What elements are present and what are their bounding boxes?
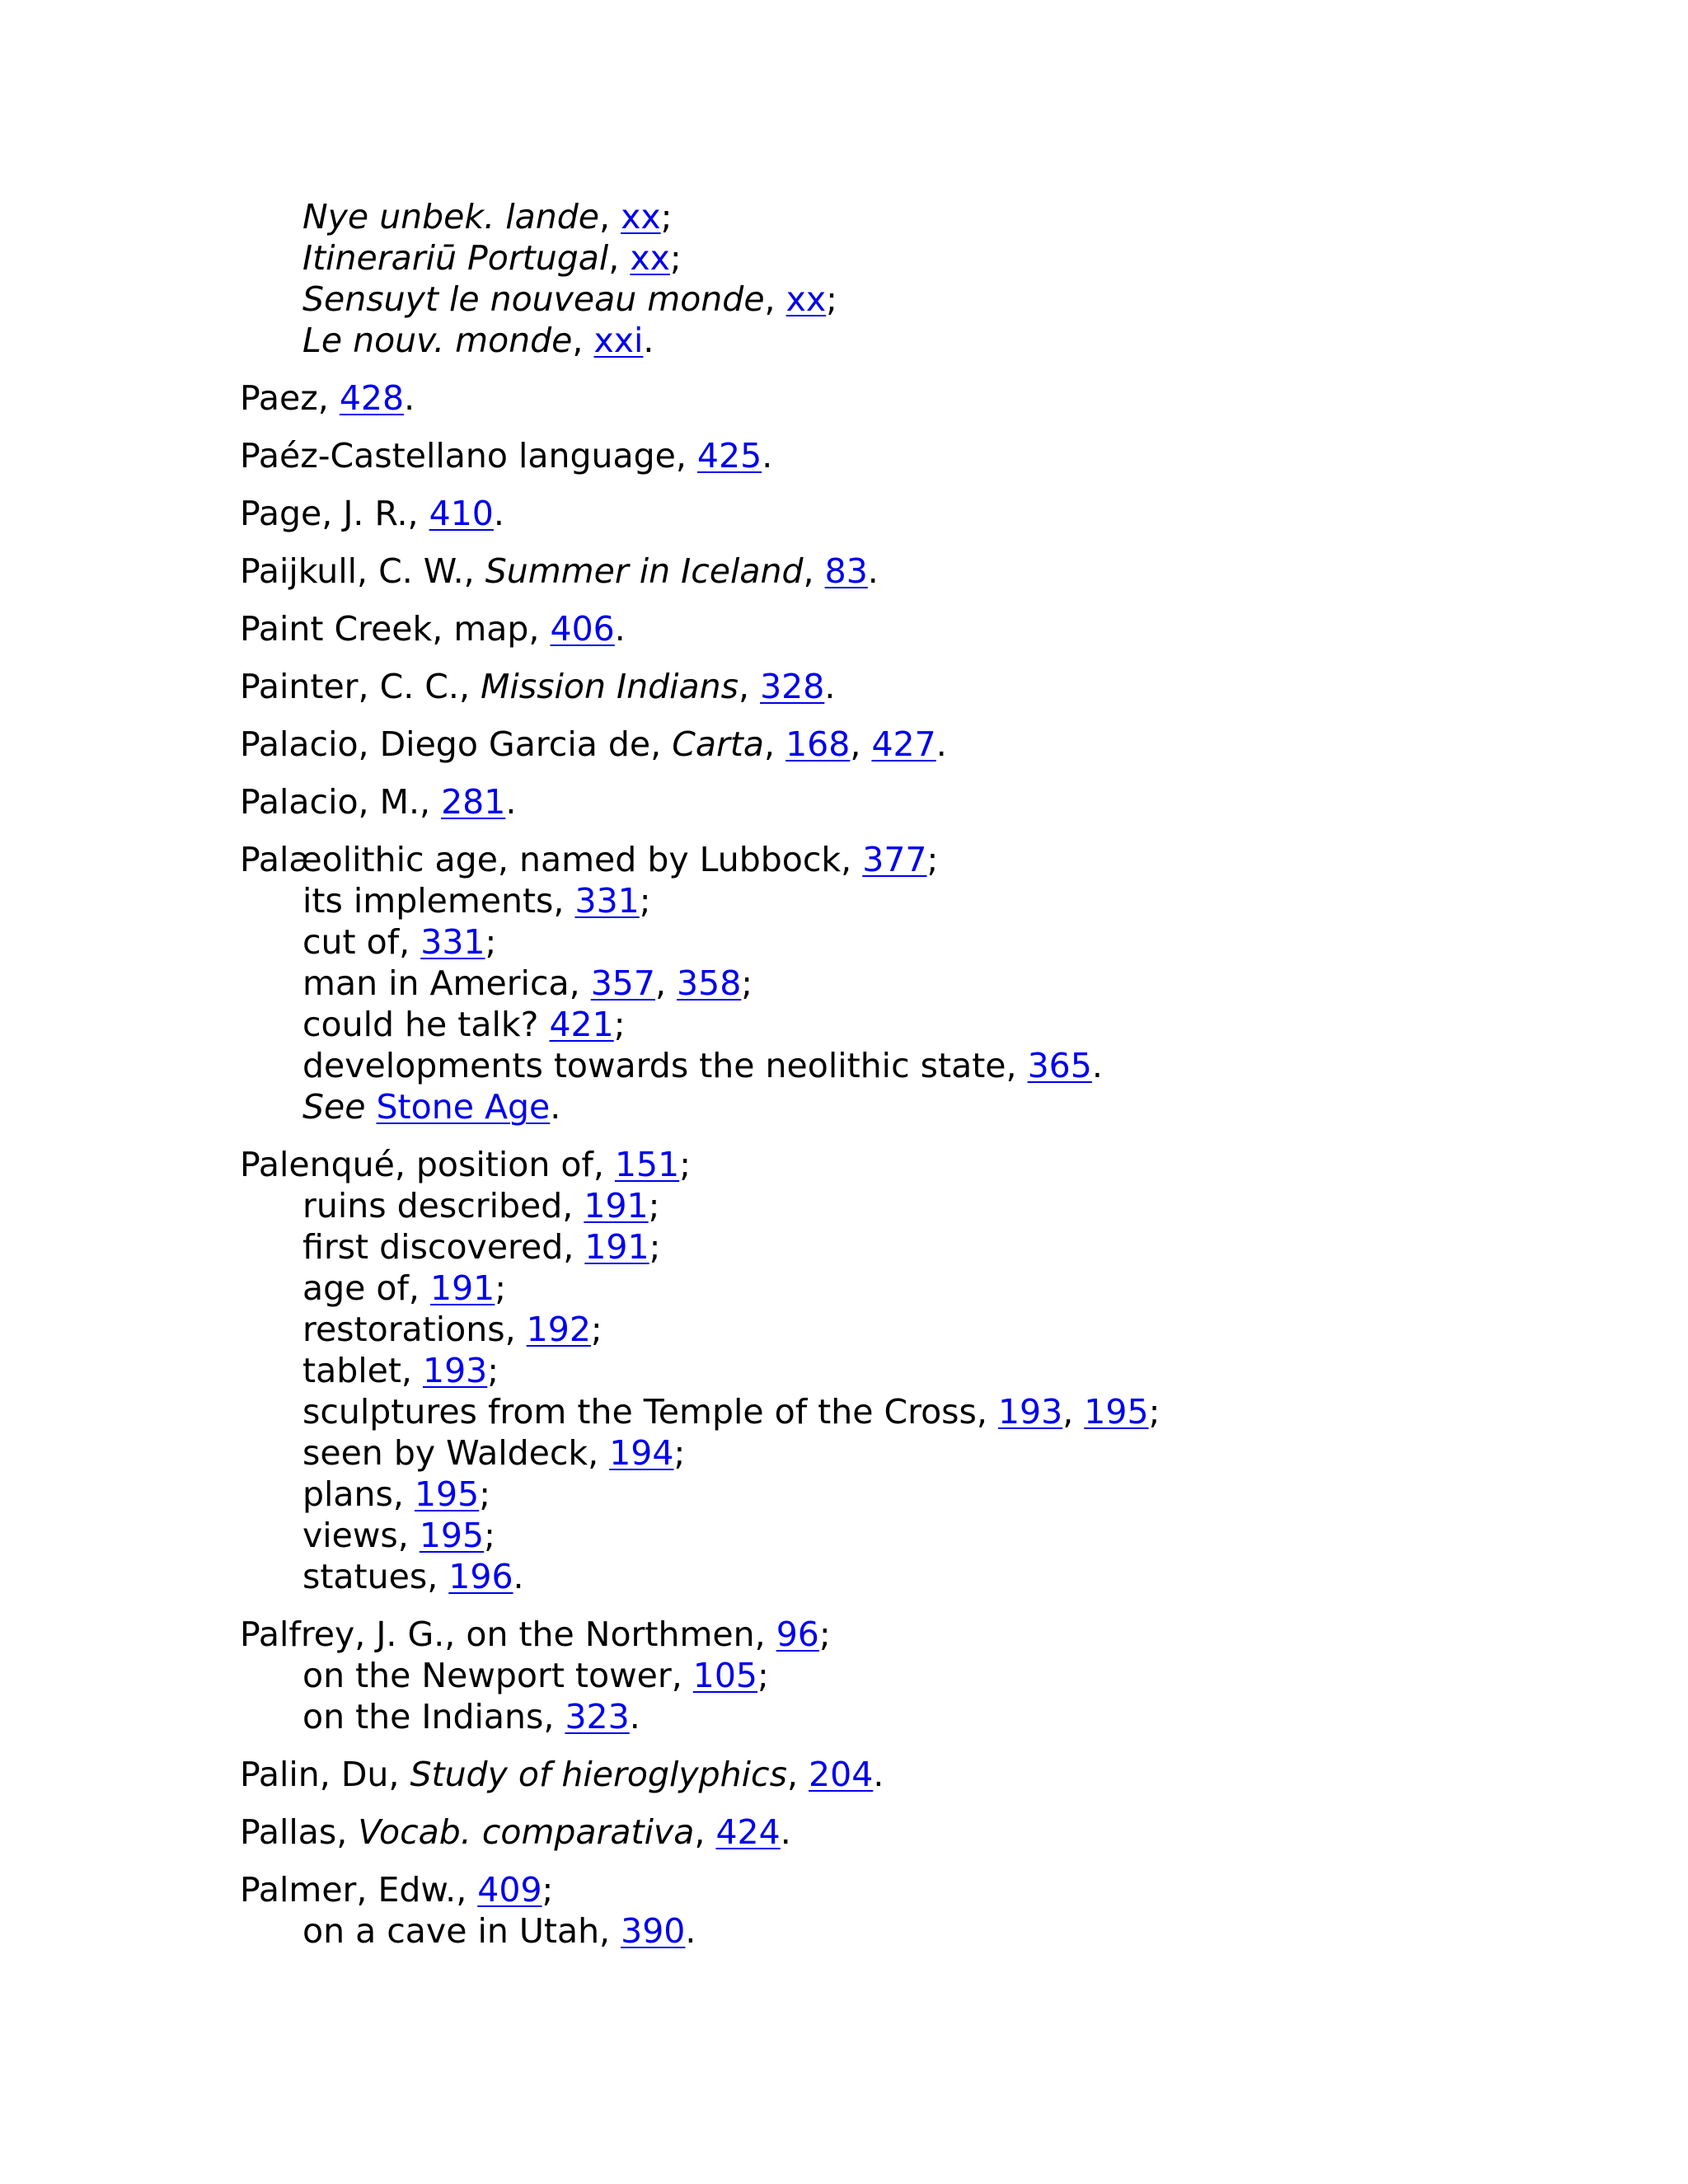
index-text: Palfrey, J. G., on the Northmen, [240,1615,776,1654]
index-entry [240,435,1641,476]
index-text: on the Indians, [302,1697,565,1736]
italic-title-text: Sensuyt le nouveau monde [302,279,765,319]
index-text: , [803,551,825,591]
page-reference-link[interactable]: 357 [590,963,655,1003]
page-reference-link[interactable]: 105 [692,1656,758,1695]
page-reference-link[interactable]: 358 [677,963,742,1003]
index-entry [240,1811,1641,1853]
index-text: Paijkull, C. W., [240,551,485,591]
index-entry [240,1144,1641,1597]
index-text: cut of, [302,922,421,962]
page-reference-link[interactable]: 328 [760,667,825,706]
page-reference-link[interactable]: 406 [550,609,615,649]
page-reference-link[interactable]: 151 [614,1145,680,1184]
page-reference-link[interactable]: 331 [574,881,640,921]
index-text: ; [826,279,837,319]
index-text: ; [639,881,651,921]
index-text: , [764,279,786,319]
page-reference-link[interactable]: 410 [429,494,494,533]
index-subentry-line [240,880,1641,921]
index-text: . [493,494,504,533]
index-text: , [786,1755,809,1794]
index-text: ; [818,1615,831,1654]
index-text: man in America, [302,963,591,1003]
index-text: , [850,724,872,764]
index-entry [240,551,1641,592]
page-reference-link[interactable]: 193 [997,1392,1063,1432]
index-subentry-line [240,1309,1641,1350]
index-text: Palenqué, position of, [240,1145,615,1184]
page-reference-link[interactable]: 204 [809,1755,874,1794]
index-text: . [780,1812,791,1852]
index-text: ; [613,1005,626,1044]
index-text: ; [679,1145,692,1184]
index-subentry-line [240,1045,1641,1086]
index-subentry-line [240,1226,1641,1268]
page-reference-link[interactable]: 390 [621,1911,686,1951]
page-reference-link[interactable]: 409 [477,1870,542,1910]
page-reference-link[interactable]: xx [630,238,670,278]
page-reference-link[interactable]: 191 [584,1186,649,1226]
index-text: Palmer, Edw., [240,1870,478,1910]
index-text: . [873,1755,884,1794]
index-entry [240,377,1641,419]
index-subentry-line [240,1910,1641,1952]
index-text: ; [479,1474,491,1514]
index-entry [240,196,1641,361]
index-entry [240,666,1641,707]
index-subentry-line [240,1696,1641,1737]
index-entry [240,1614,1641,1737]
page-reference-link[interactable]: 191 [430,1268,495,1308]
page-reference-link[interactable]: 195 [419,1516,485,1555]
index-entry [240,608,1641,649]
index-text: ; [485,922,497,962]
index-subentry-line [240,1350,1641,1391]
index-text: . [824,667,836,706]
italic-title-text: Summer in Iceland [485,551,804,591]
index-entry [240,781,1641,823]
index-entry [240,724,1641,765]
page-reference-link[interactable]: 96 [776,1615,819,1654]
index-heading-line [240,839,1641,880]
index-text: . [685,1911,696,1951]
index-subentry-line [240,1086,1641,1127]
index-text: tablet, [302,1351,423,1390]
index-text: . [1091,1046,1103,1085]
index-heading-line [240,1144,1641,1185]
italic-title-text: See [302,1087,366,1127]
page-reference-link[interactable]: 425 [696,436,762,476]
index-text: . [513,1557,524,1596]
index-text: age of, [302,1268,430,1308]
index-text: on the Newport tower, [302,1656,693,1695]
index-text: , [1062,1392,1085,1432]
index-text: Pallas, [240,1812,359,1852]
index-subentry-line [240,1515,1641,1556]
page-reference-link[interactable]: xxi [593,321,644,360]
index-text: Painter, C. C., [240,667,481,706]
index-subentry-line [240,963,1641,1004]
index-text: , [598,197,621,237]
index-text: . [505,782,517,822]
page-reference-link[interactable]: 195 [1084,1392,1149,1432]
page-reference-link[interactable]: 168 [785,724,851,764]
index-heading-line [240,1811,1641,1853]
index-text: Palæolithic age, named by Lubbock, [240,840,863,879]
page-reference-link[interactable]: 193 [422,1351,488,1390]
index-text: ; [495,1268,507,1308]
index-heading-line [240,608,1641,649]
page-reference-link[interactable]: 281 [441,782,506,822]
page-reference-link[interactable]: 195 [414,1474,480,1514]
italic-title-text: Nye unbek. lande [302,197,599,237]
index-subentry-line [240,1474,1641,1515]
index-subentry-line [240,196,1641,237]
index-text: . [762,436,773,476]
index-text: Paint Creek, map, [240,609,551,649]
index-text: statues, [302,1557,449,1596]
index-text: ; [649,1227,661,1267]
index-text: ; [484,1516,495,1555]
index-text: Page, J. R., [240,494,429,533]
index-text: , [654,963,678,1003]
index-text: could he talk? [302,1005,550,1044]
index-subentry-line [240,1004,1641,1045]
page-reference-link[interactable]: 424 [715,1812,781,1852]
index-subentry-line [240,1556,1641,1597]
index-text: sculptures from the Temple of the Cross, [302,1392,998,1432]
index-heading-line [240,724,1641,765]
index-text: ; [741,963,753,1003]
index-text: . [867,551,879,591]
index-heading-line [240,666,1641,707]
index-text: , [694,1812,716,1852]
index-text: ; [926,840,939,879]
index-heading-line [240,435,1641,476]
index-subentry-line [240,320,1641,361]
index-text: ruins described, [302,1186,584,1226]
index-subentry-line [240,1391,1641,1432]
index-heading-line [240,781,1641,823]
italic-title-text: Study of hieroglyphics [410,1755,787,1794]
index-text: Palacio, M., [240,782,442,822]
italic-title-text: Itinerariū Portugal [302,238,609,278]
page-reference-link[interactable]: 377 [862,840,927,879]
italic-title-text: Le nouv. monde [302,321,573,360]
index-text: . [404,378,415,418]
italic-title-text: Vocab. comparativa [358,1812,695,1852]
index-entry [240,1869,1641,1952]
index-text: ; [660,197,673,237]
index-text: . [629,1697,640,1736]
page-reference-link[interactable]: 421 [549,1005,614,1044]
index-text: ; [590,1310,603,1349]
index-text: views, [302,1516,420,1555]
page-reference-link[interactable]: 194 [609,1433,674,1473]
index-text: , [572,321,594,360]
index-text: seen by Waldeck, [302,1433,610,1473]
page-reference-link[interactable]: 192 [526,1310,591,1349]
index-text: developments towards the neolithic state, [302,1046,1028,1085]
index-subentry-line [240,921,1641,963]
index-heading-line [240,1869,1641,1910]
index-heading-line [240,493,1641,534]
index-text [365,1087,376,1127]
index-page [240,196,1641,1968]
index-text: , [764,724,786,764]
italic-title-text: Carta [672,724,765,764]
index-heading-line [240,551,1641,592]
index-subentry-line [240,237,1641,279]
index-subentry-line [240,1268,1641,1309]
index-text: Palin, Du, [240,1755,410,1794]
index-text: Paez, [240,378,340,418]
index-text: Paéz-Castellano language, [240,436,697,476]
index-text: its implements, [302,881,575,921]
index-text: . [643,321,654,360]
index-subentry-line [240,1185,1641,1226]
index-text: ; [669,238,682,278]
index-text: on a cave in Utah, [302,1911,621,1951]
index-entry [240,493,1641,534]
index-text: . [550,1087,561,1127]
index-text: ; [648,1186,660,1226]
index-heading-line [240,377,1641,419]
index-text: Palacio, Diego Garcia de, [240,724,673,764]
index-text: ; [757,1656,769,1695]
index-text: . [614,609,626,649]
index-text: ; [673,1433,686,1473]
index-text: plans, [302,1474,415,1514]
index-text: ; [487,1351,499,1390]
index-text: . [935,724,947,764]
page-reference-link[interactable]: 365 [1027,1046,1092,1085]
page-reference-link[interactable]: 196 [448,1557,513,1596]
page-reference-link[interactable]: 428 [339,378,405,418]
page-reference-link[interactable]: 83 [824,551,868,591]
page-reference-link[interactable]: 191 [584,1227,649,1267]
page-reference-link[interactable]: Stone Age [376,1087,551,1127]
index-subentry-line [240,279,1641,320]
page-reference-link[interactable]: xx [621,197,661,237]
index-heading-line [240,1754,1641,1795]
index-entry [240,839,1641,1127]
index-text: , [738,667,761,706]
page-reference-link[interactable]: 427 [871,724,936,764]
page-reference-link[interactable]: xx [785,279,827,319]
index-text: restorations, [302,1310,527,1349]
page-reference-link[interactable]: 323 [565,1697,630,1736]
index-text: first discovered, [302,1227,585,1267]
index-text: ; [542,1870,554,1910]
italic-title-text: Mission Indians [481,667,738,706]
index-text: , [608,238,631,278]
index-subentry-line [240,1655,1641,1696]
index-heading-line [240,1614,1641,1655]
index-subentry-line [240,1432,1641,1474]
index-text: ; [1148,1392,1160,1432]
index-entry [240,1754,1641,1795]
page-reference-link[interactable]: 331 [420,922,485,962]
